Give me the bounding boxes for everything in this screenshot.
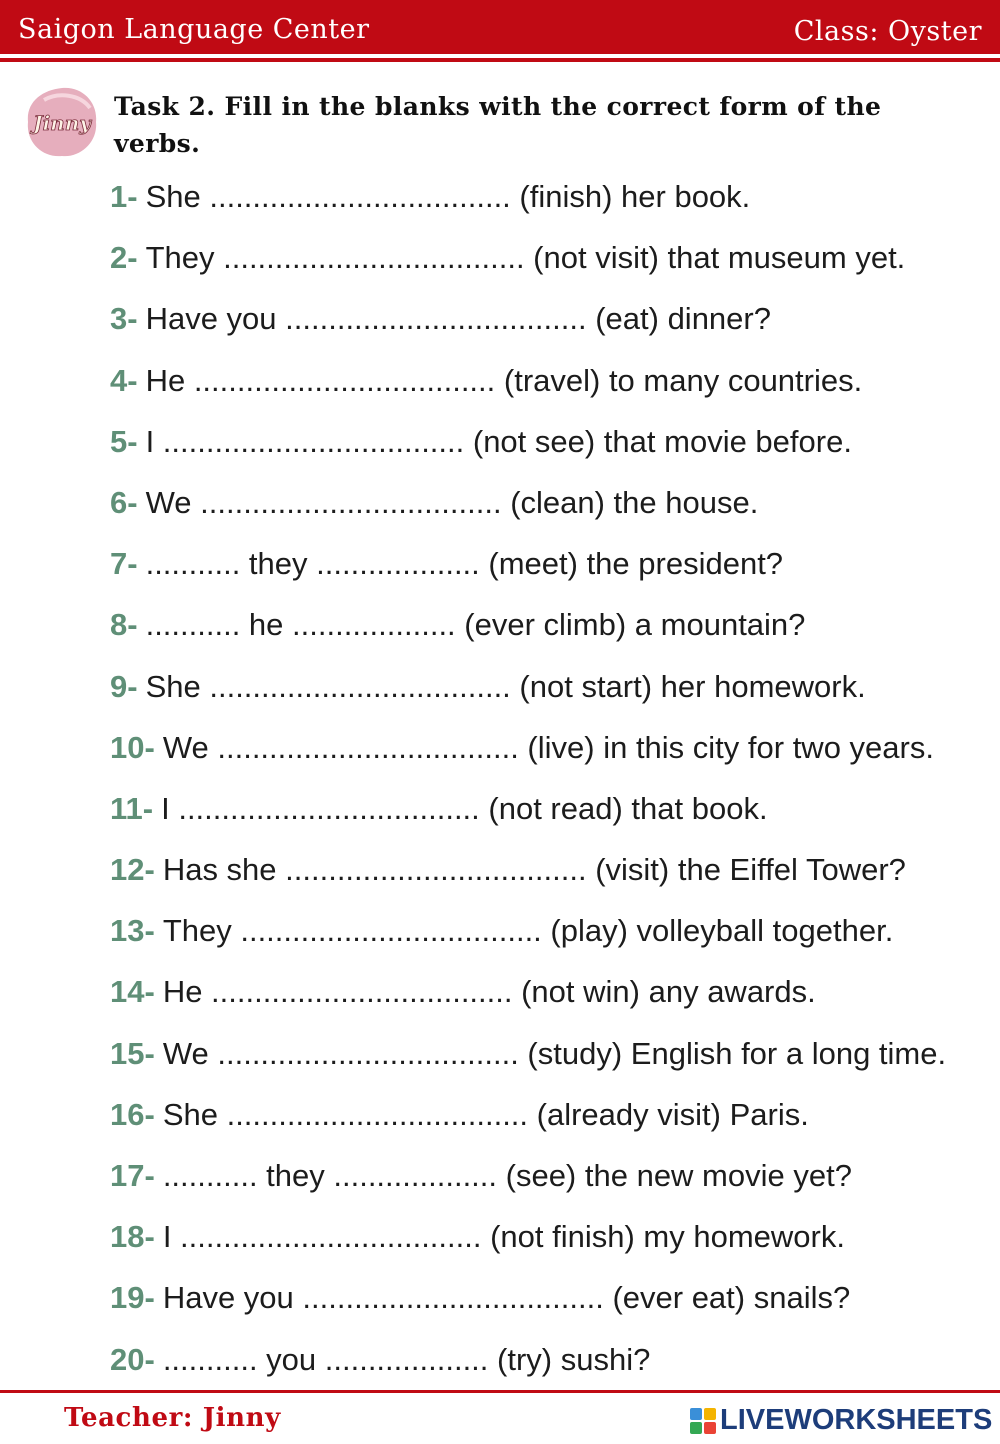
exercise-text: He ................................... (travel) to many countries. [145,362,863,398]
exercise-item [110,350,946,411]
exercise-text: She ................................... (not start) her homework. [145,668,866,704]
exercise-number: 19- [110,1280,155,1316]
exercise-number: 18- [110,1219,155,1255]
exercise-text: She ................................... (already visit) Paris. [162,1096,809,1132]
exercise-item [110,900,946,961]
exercise-number: 16- [110,1096,155,1132]
exercise-text: They ................................... (play) volleyball together. [162,913,894,949]
brand-text: LIVEWORKSHEETS [720,1404,993,1436]
exercise-item [110,656,946,717]
header-divider [0,58,1000,62]
exercise-item [110,594,946,655]
exercise-text: I ................................... (not read) that book. [161,790,768,826]
exercise-text: ........... they ................... (see) the new movie yet? [162,1158,852,1193]
exercise-number: 14- [110,974,155,1010]
exercise-number: 6- [110,484,138,520]
exercise-text: She ................................... (finish) her book. [145,179,751,214]
exercise-number: 5- [110,423,138,459]
exercise-text: I ................................... (not see) that movie before. [145,423,852,459]
exercise-text: ........... they ................... (meet) the president? [145,546,784,582]
exercise-item [110,778,946,839]
exercise-item [110,227,946,288]
exercise-item [110,288,946,349]
teacher-name: Teacher: Jinny [64,1403,281,1433]
exercise-text: Have you ................................... (ever eat) snails? [162,1280,851,1316]
exercise-item [110,1329,946,1390]
exercise-number: 1- [110,179,138,214]
liveworksheets-icon [690,1408,716,1434]
header-bar [0,0,1000,54]
exercise-number: 7- [110,546,138,582]
task-title: Task 2. Fill in the blanks with the correct form of the verbs. [114,92,882,158]
exercise-item [110,472,946,533]
exercise-item [110,961,946,1022]
exercise-text: We ................................... (live) in this city for two years. [162,729,934,765]
exercise-text: He ................................... (not win) any awards. [162,974,816,1010]
jinny-logo [24,84,100,160]
center-name: Saigon Language Center [18,14,370,45]
footer-divider [0,1390,1000,1393]
exercise-number: 13- [110,913,155,949]
logo-text: Jinny [33,111,91,135]
class-label: Class: Oyster [793,16,982,47]
exercise-text: We ................................... (clean) the house. [145,484,759,520]
exercise-number: 10- [110,729,155,765]
exercise-item [110,1206,946,1267]
liveworksheets-brand[interactable] [690,1404,992,1437]
exercise-number: 9- [110,668,138,704]
exercise-number: 15- [110,1035,155,1071]
exercise-number: 4- [110,362,138,398]
exercise-text: ........... you ................... (try) sushi? [162,1341,651,1377]
exercise-text: Has she ................................... (visit) the Eiffel Tower? [162,852,906,888]
exercise-number: 20- [110,1341,155,1377]
exercise-item [110,533,946,594]
exercise-item [110,411,946,472]
exercise-item [110,166,946,227]
exercise-item [110,1084,946,1145]
exercise-number: 12- [110,852,155,888]
exercise-text: Have you ................................... (eat) dinner? [145,301,771,337]
exercise-number: 17- [110,1158,155,1193]
exercise-list [110,166,946,1390]
exercise-item [110,839,946,900]
exercise-text: I ................................... (not finish) my homework. [162,1219,845,1255]
exercise-item [110,1267,946,1328]
exercise-item [110,1023,946,1084]
exercise-number: 8- [110,607,138,643]
exercise-text: We ................................... (study) English for a long time. [162,1035,947,1071]
exercise-item [110,717,946,778]
exercise-number: 2- [110,240,138,276]
exercise-item [110,1145,946,1206]
exercise-text: ........... he ................... (ever climb) a mountain? [145,607,806,643]
exercise-text: They ................................... (not visit) that museum yet. [145,240,906,276]
exercise-number: 11- [110,790,154,826]
exercise-number: 3- [110,301,138,337]
